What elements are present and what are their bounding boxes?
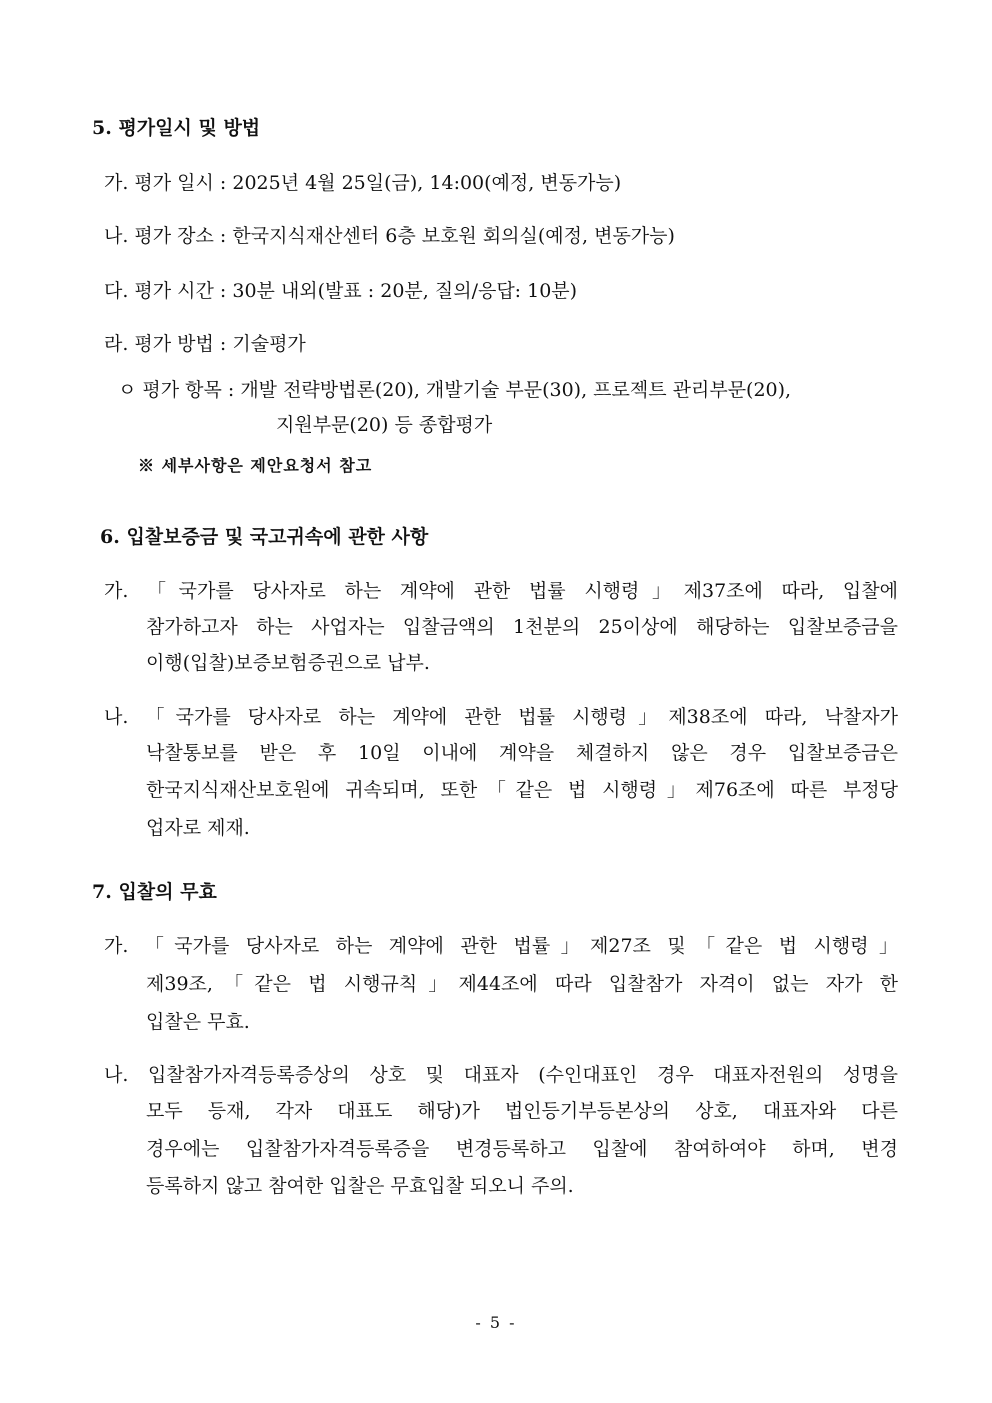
section-5-sub-item-line1: ㅇ 평가 항목 : 개발 전략방법론(20), 개발기술 부문(30), 프로젝트 관리부문(20), [118, 379, 792, 401]
section-6-item-na-line4: 업자로 제재. [146, 817, 250, 839]
section-5-sub-item-line2: 지원부문(20) 등 종합평가 [276, 414, 493, 436]
section-6-item-na-line2: 낙찰통보를 받은 후 10일 이내에 계약을 체결하지 않은 경우 입찰보증금은 [146, 742, 898, 764]
section-7-item-na-line1: 나. 입찰참가자격등록증상의 상호 및 대표자 (수인대표인 경우 대표자전원의 성명을 [104, 1064, 898, 1086]
section-6-item-na-line1: 나. 「국가를 당사자로 하는 계약에 관한 법률 시행령」제38조에 따라, 낙찰자가 [104, 706, 898, 728]
section-5-item-na: 나. 평가 장소 : 한국지식재산센터 6층 보호원 회의실(예정, 변동가능) [104, 225, 675, 247]
section-7-item-ga-line3: 입찰은 무효. [146, 1011, 250, 1033]
section-5-heading: 5. 평가일시 및 방법 [92, 117, 261, 139]
section-5-item-da: 다. 평가 시간 : 30분 내외(발표 : 20분, 질의/응답: 10분) [104, 280, 578, 302]
section-7-item-ga-line1: 가. 「국가를 당사자로 하는 계약에 관한 법률」제27조 및「같은 법 시행령」 [104, 935, 898, 957]
section-7-item-na-line3: 경우에는 입찰참가자격등록증을 변경등록하고 입찰에 참여하여야 하며, 변경 [146, 1138, 898, 1160]
section-5-item-ra: 라. 평가 방법 : 기술평가 [104, 333, 306, 355]
section-7-item-ga-line2: 제39조,「같은 법 시행규칙」제44조에 따라 입찰참가 자격이 없는 자가 한 [146, 973, 898, 995]
section-6-heading: 6. 입찰보증금 및 국고귀속에 관한 사항 [100, 526, 429, 548]
section-5-item-ga: 가. 평가 일시 : 2025년 4월 25일(금), 14:00(예정, 변동가능) [104, 172, 622, 194]
section-6-item-ga-line1: 가. 「국가를 당사자로 하는 계약에 관한 법률 시행령」제37조에 따라, 입찰에 [104, 580, 898, 602]
section-7-item-na-line4: 등록하지 않고 참여한 입찰은 무효입찰 되오니 주의. [146, 1175, 574, 1197]
section-6-item-ga-line2: 참가하고자 하는 사업자는 입찰금액의 1천분의 25이상에 해당하는 입찰보증금을 [146, 616, 898, 638]
section-5-note: ※ 세부사항은 제안요청서 참고 [138, 456, 373, 475]
section-6-item-na-line3: 한국지식재산보호원에 귀속되며, 또한「같은 법 시행령」제76조에 따른 부정당 [146, 779, 898, 801]
page-number: - 5 - [475, 1313, 517, 1332]
section-7-item-na-line2: 모두 등재, 각자 대표도 해당)가 법인등기부등본상의 상호, 대표자와 다른 [146, 1100, 898, 1122]
section-7-heading: 7. 입찰의 무효 [92, 881, 217, 903]
section-6-item-ga-line3: 이행(입찰)보증보험증권으로 납부. [146, 652, 430, 674]
